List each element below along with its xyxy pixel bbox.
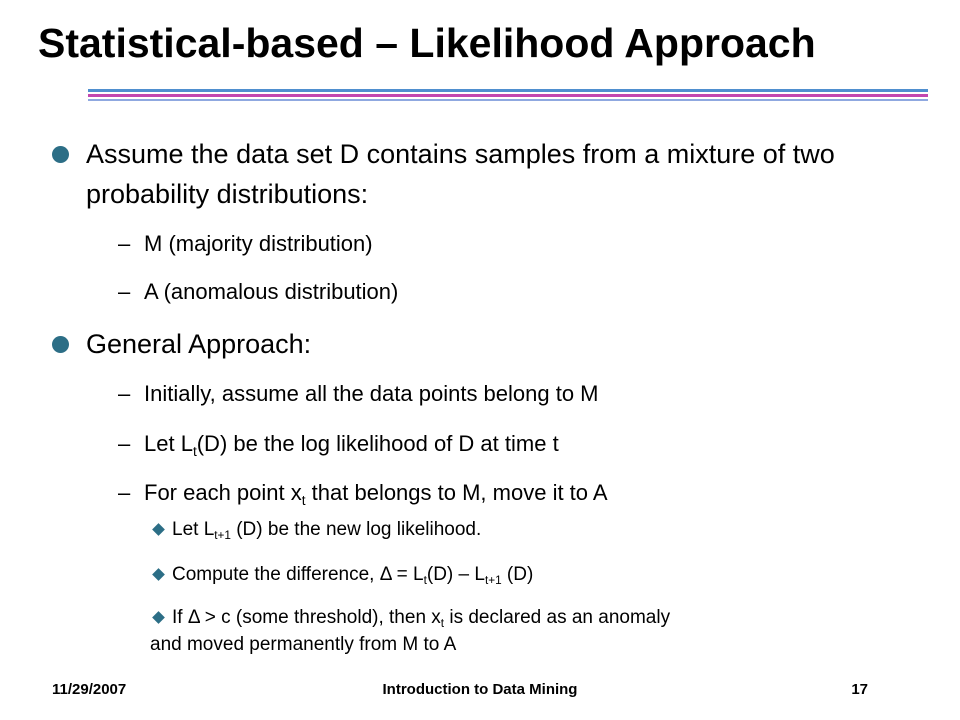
bullet-icon <box>52 146 69 163</box>
diamond-bullet-icon <box>152 523 165 536</box>
dash-marker: – <box>118 431 131 456</box>
subscript: t+1 <box>214 529 231 543</box>
text-part: (D) <box>501 564 534 585</box>
text-part: (D) – L <box>426 564 485 585</box>
diamond-bullet-icon <box>152 568 165 581</box>
item-compute-difference <box>150 561 910 588</box>
footer-course: Introduction to Data Mining <box>382 681 578 698</box>
text-part: Compute the difference, Δ = L <box>172 564 424 585</box>
text-part: Let L <box>144 431 193 456</box>
text-part: is declared as an anomaly <box>444 607 671 628</box>
bullet-icon <box>52 336 69 353</box>
item-threshold <box>150 604 910 631</box>
sub-bullet-text <box>144 478 608 508</box>
subscript: t <box>192 443 197 459</box>
sub-bullet-text: M (majority distribution) <box>144 231 373 256</box>
slide-title: Statistical-based – Likelihood Approach <box>38 20 816 66</box>
text-part: For each point x <box>144 480 302 505</box>
subscript: t <box>423 574 427 588</box>
dash-marker: – <box>118 231 131 256</box>
title-rule-magenta <box>88 94 928 97</box>
dash-marker: – <box>118 480 131 505</box>
title-rule-blue <box>88 89 928 92</box>
bullet-general-approach: General Approach: <box>86 329 312 359</box>
sub-bullet-text <box>144 429 559 459</box>
footer-page-number: 17 <box>851 681 868 698</box>
subscript: t+1 <box>484 574 502 588</box>
sub-bullet-text: A (anomalous distribution) <box>144 279 399 304</box>
text-part: that belongs to M, move it to A <box>305 480 608 505</box>
footer-date: 11/29/2007 <box>52 681 127 698</box>
dash-marker: – <box>118 381 131 406</box>
text-part: (D) be the log likelihood of D at time t <box>196 431 559 456</box>
title-rule-light <box>88 99 928 101</box>
item-new-log-likelihood <box>150 516 910 543</box>
item-threshold-continuation: and moved permanently from M to A <box>150 634 457 655</box>
bullet-assume: Assume the data set D contains samples from a mixture of two probability distributions: <box>86 139 835 209</box>
sub-bullet-text: Initially, assume all the data points belong to M <box>144 381 599 406</box>
dash-marker: – <box>118 279 131 304</box>
diamond-bullet-icon <box>152 611 165 624</box>
subscript: t <box>440 617 445 631</box>
text-part: (D) be the new log likelihood. <box>230 519 482 540</box>
text-part: If Δ > c (some threshold), then x <box>172 607 441 628</box>
text-part: Let L <box>172 519 215 540</box>
subscript: t <box>301 492 306 508</box>
